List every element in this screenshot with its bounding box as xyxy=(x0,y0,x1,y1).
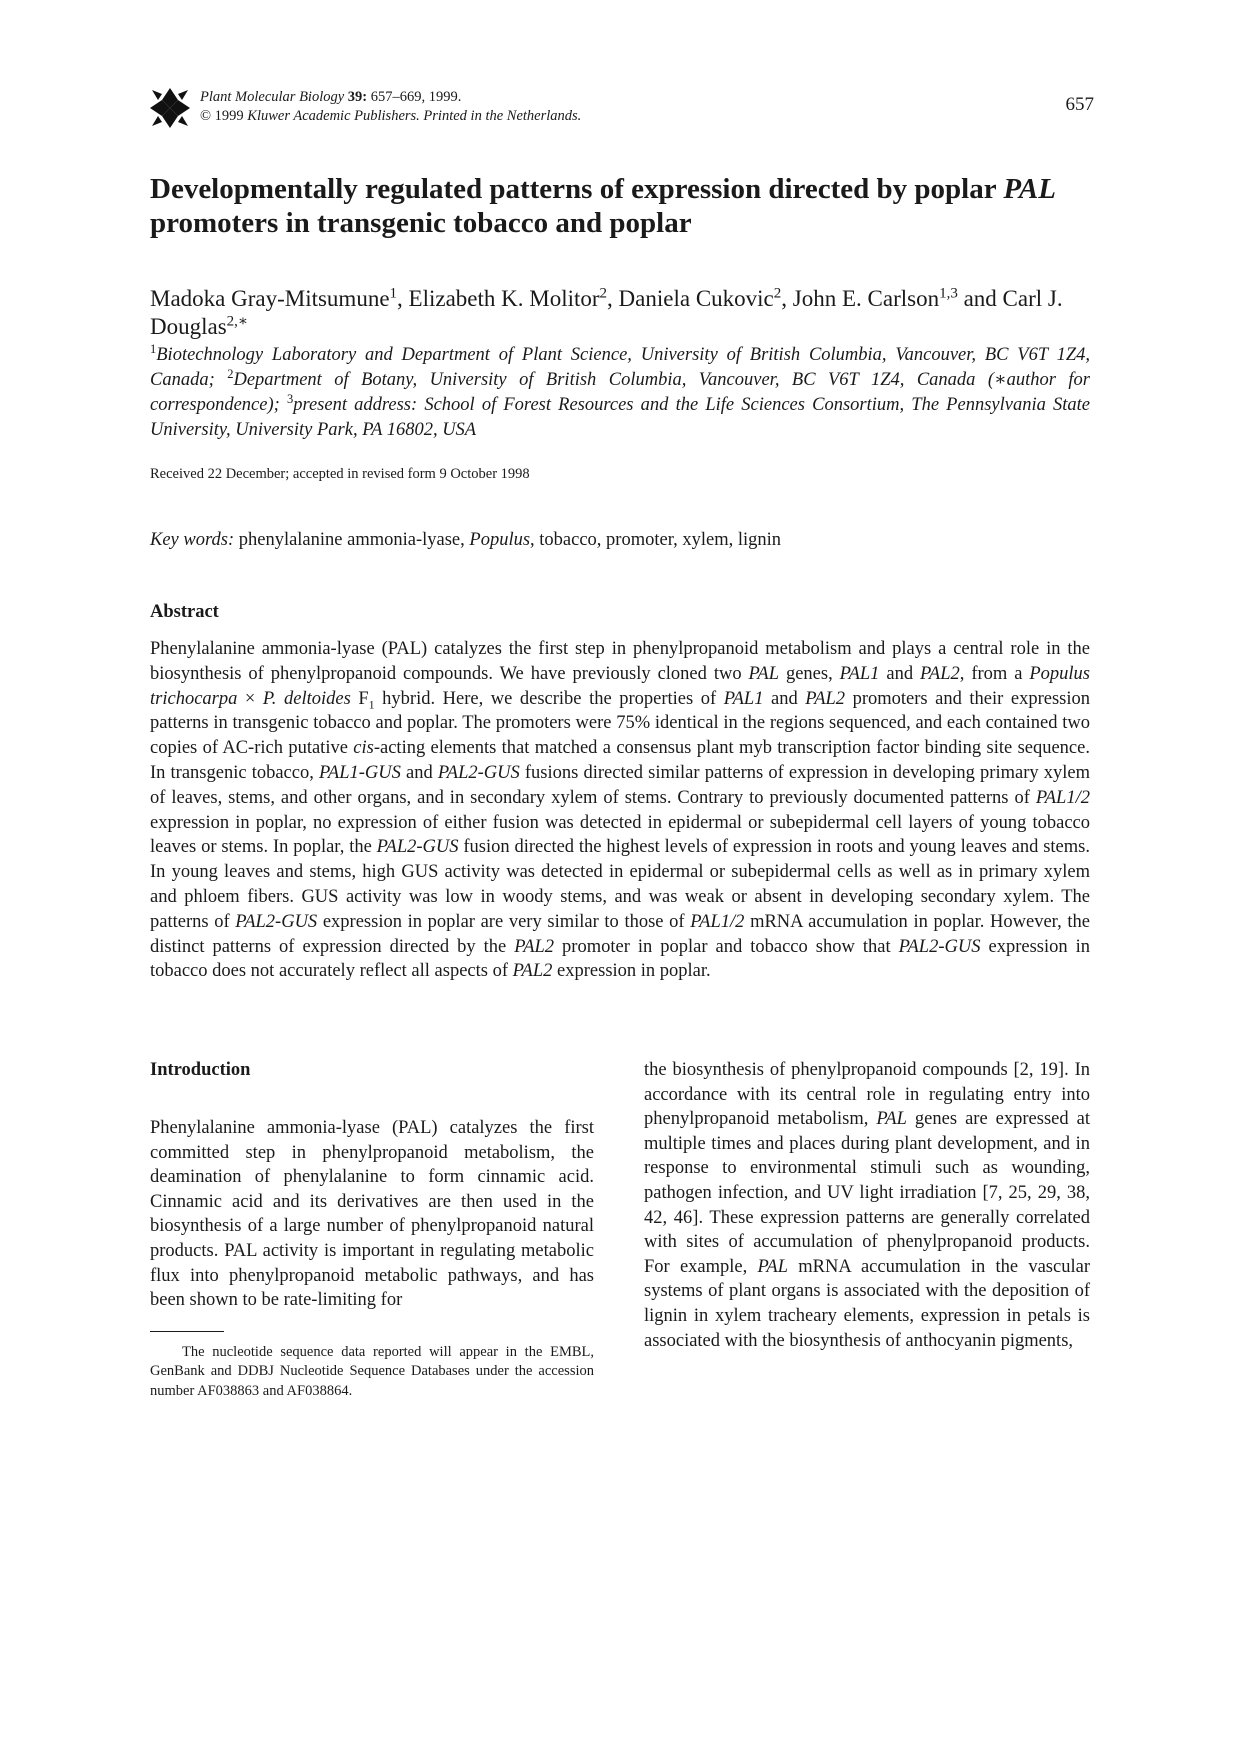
keywords-label: Key words: xyxy=(150,530,235,550)
paper-title xyxy=(150,172,1090,240)
footnote: The nucleotide sequence data reported will appear in the EMBL, GenBank and DDBJ Nucleotide Sequence Databases under the accession number AF038863 and AF038864. xyxy=(150,1344,594,1399)
journal-name: Plant Molecular Biology xyxy=(200,89,345,105)
journal-line-2 xyxy=(200,107,581,126)
title-part-2: promoters in transgenic tobacco and poplar xyxy=(150,207,692,239)
page-number: 657 xyxy=(1065,94,1094,115)
printed-location: Printed in the Netherlands. xyxy=(423,108,582,124)
keywords: Key words: phenylalanine ammonia-lyase, Populus, tobacco, promoter, xylem, lignin xyxy=(150,530,782,550)
author: Carl J. Douglas$^{2,∗}$ xyxy=(150,286,1063,339)
publisher-logo-icon xyxy=(148,86,192,130)
title-part-1: Developmentally regulated patterns of expression directed by poplar xyxy=(150,173,1004,205)
journal-citation xyxy=(200,88,581,126)
introduction-heading: Introduction xyxy=(150,1060,251,1080)
abstract-heading: Abstract xyxy=(150,602,219,622)
affiliations: $^1$Biotechnology Laboratory and Department of Plant Science, University of British Columbia, Vancouver, BC V6T 1Z4, Canada; $^2$Department of Botany, University of British Columbia, Vancouver, BC V6T 1Z4, Canada (∗author for correspondence); $^3$present address: School of Forest Resources and the Life Sciences Consortium, The Pennsylvania State University, University Park, PA 16802, USA xyxy=(150,341,1090,440)
introduction-left-column: Phenylalanine ammonia-lyase (PAL) catalyzes the first committed step in phenylpropanoid metabolism, the deamination of phenylalanine to form cinnamic acid. Cinnamic acid and its derivatives are then used in the biosynthesis of a large number of phenylpropanoid natural products. PAL activity is important in regulating metabolic flux into phenylpropanoid metabolic pathways, and has been shown to be rate-limiting for xyxy=(150,1118,594,1311)
copyright-symbol: © xyxy=(200,108,212,124)
journal-volume: 39: xyxy=(347,89,368,105)
introduction-right-column: the biosynthesis of phenylpropanoid compounds [2, 19]. In accordance with its central role in regulating entry into phenylpropanoid metabolism, PAL genes are expressed at multiple times and places during plant development, and in response to environmental stimuli such as wounding, pathogen infection, and UV light irradiation [7, 25, 29, 38, 42, 46]. These expression patterns are generally correlated with sites of accumulation of phenylpropanoid products. For example, PAL mRNA accumulation in the vascular systems of plant organs is associated with the deposition of lignin in xylem tracheary elements, expression in petals is associated with the biosynthesis of anthocyanin pigments, xyxy=(644,1060,1091,1351)
author: John E. Carlson$^{1,3}$ and xyxy=(792,285,1003,311)
publisher-name: Kluwer Academic Publishers. xyxy=(247,108,420,124)
author: Daniela Cukovic$^2$, xyxy=(618,285,793,311)
author-list xyxy=(150,285,1090,341)
received-date: Received 22 December; accepted in revised form 9 October 1998 xyxy=(150,466,530,482)
footnote-rule xyxy=(150,1331,224,1332)
author: Elizabeth K. Molitor$^2$, xyxy=(408,285,619,311)
abstract-text: Phenylalanine ammonia-lyase (PAL) catalyzes the first step in phenylpropanoid metabolism and plays a central role in the biosynthesis of phenylpropanoid compounds. We have previously cloned two PAL genes, PAL1 and PAL2, from a Populus trichocarpa × P. deltoides $F_1$ hybrid. Here, we describe the properties of PAL1 and PAL2 promoters and their expression patterns in transgenic tobacco and poplar. The promoters were 75% identical in the regions sequenced, and each contained two copies of AC-rich putative cis-acting elements that matched a consensus plant myb transcription factor binding site sequence. In transgenic tobacco, PAL1-GUS and PAL2-GUS fusions directed similar patterns of expression in developing primary xylem of leaves, stems, and other organs, and in secondary xylem of stems. Contrary to previously documented patterns of PAL1/2 expression in poplar, no expression of either fusion was detected in epidermal or subepidermal cell layers of young tobacco leaves or stems. In poplar, the PAL2-GUS fusion directed the highest levels of expression in roots and young leaves and stems. In young leaves and stems, high GUS activity was detected in epidermal or subepidermal cells as well as in primary xylem and phloem fibers. GUS activity was low in woody stems, and was weak or absent in developing secondary xylem. The patterns of PAL2-GUS expression in poplar are very similar to those of PAL1/2 mRNA accumulation in poplar. However, the distinct patterns of expression directed by the PAL2 promoter in poplar and tobacco show that PAL2-GUS expression in tobacco does not accurately reflect all aspects of PAL2 expression in poplar. xyxy=(150,639,1091,982)
title-italic: PAL xyxy=(1003,173,1056,205)
copyright-year: 1999 xyxy=(214,108,244,124)
journal-line-1 xyxy=(200,88,581,107)
author: Madoka Gray-Mitsumune$^1$, xyxy=(150,285,409,311)
journal-pages: 657–669, 1999. xyxy=(370,89,462,105)
